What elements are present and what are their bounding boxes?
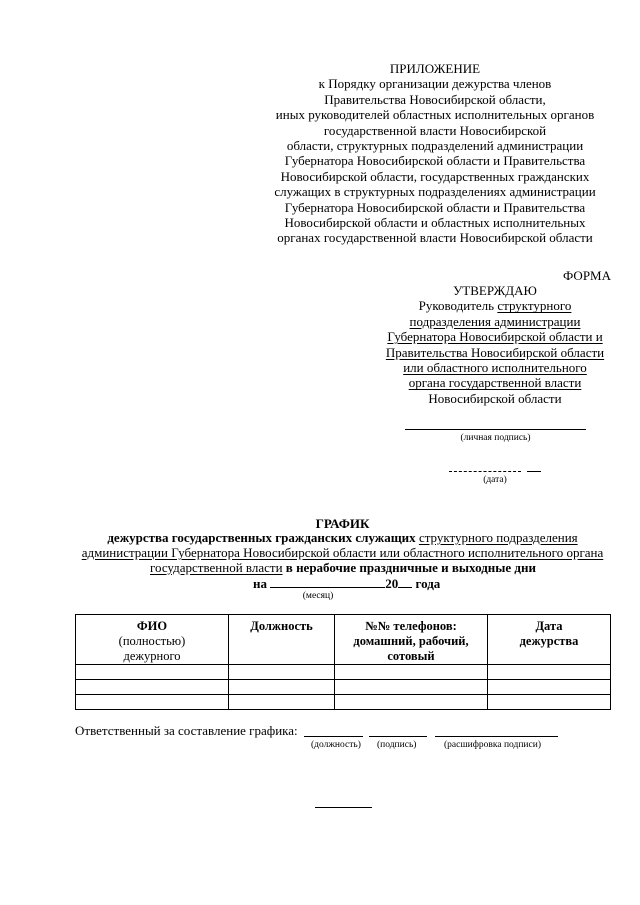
approval-last-line: Новосибирской области (428, 390, 562, 406)
schedule-line2-underlined: администрации Губернатора Новосибирской области или областного исполнительного органа (81, 545, 604, 560)
appendix-line: служащих в структурных подразделениях администрации (274, 184, 596, 200)
approval-head-underlined: структурного (497, 298, 572, 314)
approval-line: Правительства Новосибирской области (385, 344, 605, 360)
appendix-line: государственной власти Новосибирской (323, 122, 547, 138)
appendix-line: Правительства Новосибирской области, (324, 91, 546, 107)
appendix-line: органах государственной власти Новосибирской области (277, 230, 593, 246)
signature-line (405, 429, 586, 430)
approval-block (380, 283, 610, 406)
column-header-phones: №№ телефонов: домашний, рабочий, сотовый (335, 615, 488, 665)
approval-line: Губернатора Новосибирской области и (387, 329, 603, 345)
period-year-prefix: 20 (385, 576, 399, 591)
table-row (76, 665, 611, 680)
period-suffix: года (412, 576, 441, 591)
schedule-line3-underlined: государственной власти (150, 560, 283, 575)
date-line-tail (527, 471, 541, 472)
appendix-block (265, 61, 605, 246)
appendix-line: к Порядку организации дежурства членов (318, 76, 552, 92)
column-header-date: Дата дежурства (488, 615, 611, 665)
schedule-line1-bold: дежурства государственных гражданских служащих (107, 530, 419, 545)
schedule-line-1 (0, 530, 640, 545)
appendix-line: Губернатора Новосибирской области и Правительства (284, 153, 586, 169)
schedule-line1-underlined: структурного подразделения (418, 530, 578, 545)
year-blank (398, 575, 412, 588)
approval-title: УТВЕРЖДАЮ (453, 283, 537, 298)
approval-line: или областного исполнительного (403, 360, 587, 376)
responsible-decoding-line (435, 736, 558, 737)
signature-caption: (личная подпись) (460, 433, 531, 443)
responsible-caption-decoding: (расшифровка подписи) (444, 740, 541, 750)
responsible-caption-position: (должность) (311, 740, 361, 750)
approval-head-line (380, 298, 610, 313)
appendix-line: области, структурных подразделений администрации (286, 138, 584, 154)
appendix-line: Губернатора Новосибирской области и Правительства (284, 199, 586, 215)
schedule-line3-bold: в нерабочие праздничные и выходные дни (282, 560, 536, 575)
form-label: ФОРМА (563, 268, 611, 283)
approval-line: органа государственной власти (408, 375, 582, 391)
approval-head-plain: Руководитель (418, 298, 498, 314)
schedule-line-3 (150, 560, 536, 575)
table-row (76, 680, 611, 695)
schedule-title: ГРАФИК (315, 516, 370, 531)
appendix-title: ПРИЛОЖЕНИЕ (389, 61, 481, 76)
table-row (76, 695, 611, 710)
column-header-position: Должность (229, 615, 335, 665)
date-line (449, 471, 521, 472)
month-caption: (месяц) (302, 591, 334, 601)
appendix-line: Новосибирской области, государственных гражданских (280, 168, 590, 184)
closing-separator (315, 807, 372, 808)
responsible-label: Ответственный за составление графика: (75, 723, 298, 738)
approval-line: подразделения администрации (409, 313, 581, 329)
schedule-line-2 (0, 545, 640, 560)
responsible-position-line (304, 736, 363, 737)
month-blank (270, 575, 385, 588)
column-header-fio: ФИО (полностью) дежурного (76, 615, 229, 665)
period-prefix: на (253, 576, 271, 591)
responsible-signature-line (369, 736, 427, 737)
schedule-table (75, 614, 611, 710)
appendix-line: иных руководителей областных исполнительных органов (275, 107, 595, 123)
appendix-line: Новосибирской области и областных исполнительных (284, 215, 586, 231)
period-line (253, 575, 440, 591)
date-caption: (дата) (483, 475, 507, 485)
responsible-caption-signature: (подпись) (377, 740, 417, 750)
table-header-row (76, 615, 611, 665)
